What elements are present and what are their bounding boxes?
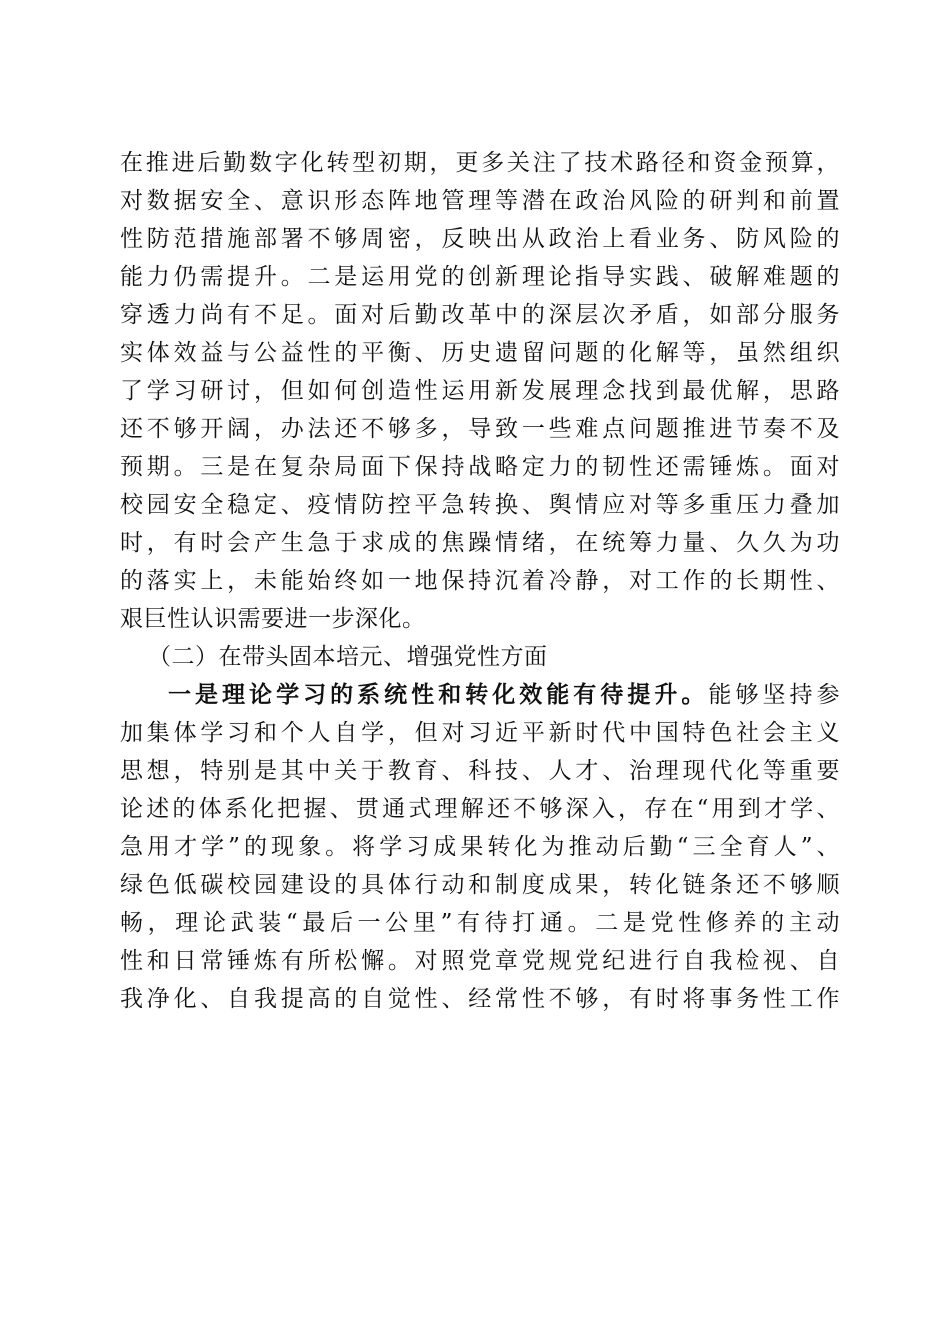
paragraph-lead-bold: 一是理论学习的系统性和转化效能有待提升。	[168, 681, 709, 708]
paragraph-line: 思想，特别是其中关于教育、科技、人才、治理现代化等重要	[120, 758, 840, 784]
paragraph-line: 论述的体系化把握、贯通式理解还不够深入，存在“用到才学、	[120, 796, 840, 822]
paragraph-line: 还不够开阔，办法还不够多，导致一些难点问题推进节奏不及	[120, 416, 840, 442]
paragraph-line: 时，有时会产生急于求成的焦躁情绪，在统筹力量、久久为功	[120, 530, 840, 556]
paragraph-line: 在推进后勤数字化转型初期，更多关注了技术路径和资金预算，	[120, 150, 840, 176]
paragraph-line: 能力仍需提升。二是运用党的创新理论指导实践、破解难题的	[120, 264, 840, 290]
paragraph-line: 急用才学”的现象。将学习成果转化为推动后勤“三全育人”、	[120, 834, 840, 860]
paragraph-line: 穿透力尚有不足。面对后勤改革中的深层次矛盾，如部分服务	[120, 302, 840, 328]
paragraph-line: 畅，理论武装“最后一公里”有待打通。二是党性修养的主动	[120, 910, 840, 936]
paragraph-line: 了学习研讨，但如何创造性运用新发展理念找到最优解，思路	[120, 378, 840, 404]
paragraph-line: 性防范措施部署不够周密，反映出从政治上看业务、防风险的	[120, 226, 840, 252]
document-body	[120, 144, 840, 1018]
paragraph-line: 绿色低碳校园建设的具体行动和制度成果，转化链条还不够顺	[120, 872, 840, 898]
paragraph-lead-rest: 能够坚持参	[708, 682, 841, 708]
paragraph-line: 我净化、自我提高的自觉性、经常性不够，有时将事务性工作	[120, 986, 840, 1012]
paragraph-line: 校园安全稳定、疫情防控平急转换、舆情应对等多重压力叠加	[120, 492, 840, 518]
paragraph-line: 实体效益与公益性的平衡、历史遗留问题的化解等，虽然组织	[120, 340, 840, 366]
paragraph-first-line	[120, 676, 840, 714]
section-heading: （二）在带头固本培元、增强党性方面	[148, 644, 548, 670]
paragraph-line: 的落实上，未能始终如一地保持沉着冷静，对工作的长期性、	[120, 568, 840, 594]
paragraph-line: 性和日常锤炼有所松懈。对照党章党规党纪进行自我检视、自	[120, 948, 840, 974]
paragraph-line: 加集体学习和个人自学，但对习近平新时代中国特色社会主义	[120, 720, 840, 746]
paragraph-line: 艰巨性认识需要进一步深化。	[120, 606, 426, 632]
paragraph-line: 预期。三是在复杂局面下保持战略定力的韧性还需锤炼。面对	[120, 454, 840, 480]
paragraph-line: 对数据安全、意识形态阵地管理等潜在政治风险的研判和前置	[120, 188, 840, 214]
